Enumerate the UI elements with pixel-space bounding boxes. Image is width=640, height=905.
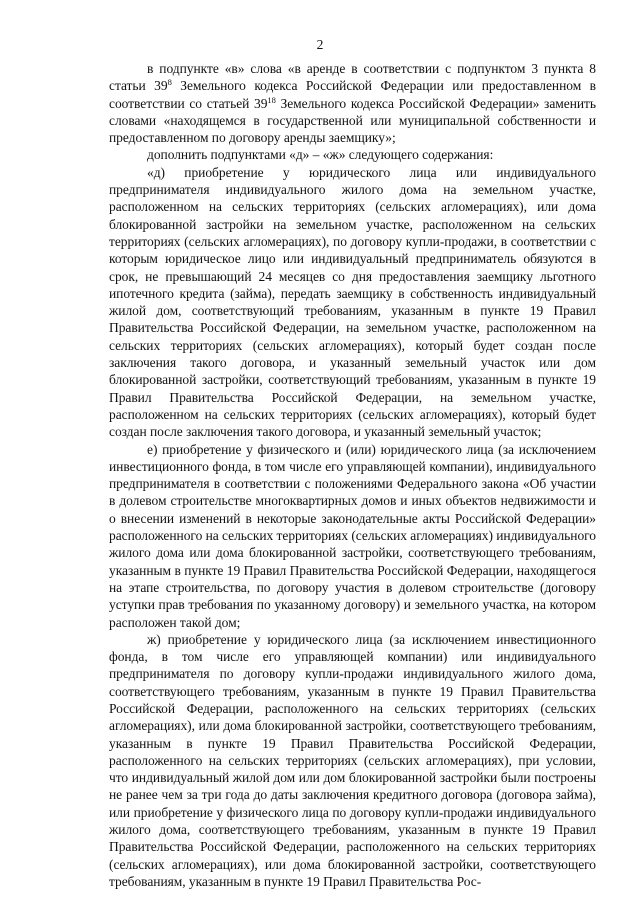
- paragraph-subpoint-zh: ж) приобретение у юридического лица (за исключением инвестиционного фонда, в том числе его управляющей компании) или индивидуального предпринимателя по договору купли-продажи индивидуального жилого дома, соответствующего требованиям, указанным в пункте 19 Правил Правительства Российской Федерации, расположенного на сельских территориях (сельских агломерациях), или дома блокированной застройки, соответствующего требованиям, указанным в пункте 19 Правил Правительства Российской Федерации, расположенного на сельских территориях (сельских агломерациях), при условии, что индивидуальный жилой дом или дом блокированной застройки были построены не ранее чем за три года до даты заключения кредитного договора (договора займа), или приобретение у физического лица по договору купли-продажи индивидуального жилого дома, соответствующего требованиям, указанным в пункте 19 Правил Правительства Российской Федерации, расположенного на сельских территориях (сельских агломерациях), или дома блокированной застройки, соответствующего требованиям, указанным в пункте 19 Правил Правительства Рос-: [109, 631, 596, 889]
- paragraph-add-subpoints: дополнить подпунктами «д» – «ж» следующего содержания:: [147, 147, 494, 163]
- paragraph-subpoint-e: е) приобретение у физического и (или) юридического лица (за исключением инвестиционного фонда, в том числе его управляющей компании), индивидуального предпринимателя в соответствии с положениями Федерального закона «Об участии в долевом строительстве многоквартирных домов и иных объектов недвижимости и о внесении изменений в некоторые законодательные акты Российской Федерации» расположенного на сельских территориях (сельских агломерациях) индивидуального жилого дома или дома блокированной застройки, соответствующего требованиям, указанным в пункте 19 Правил Правительства Российской Федерации, находящегося на этапе строительства, по договору участия в долевом строительстве (договору уступки прав требования по указанному договору) и земельного участка, на котором расположен такой дом;: [109, 441, 596, 630]
- page-number: 2: [316, 37, 324, 52]
- paragraph-subpoint-d: «д) приобретение у юридического лица или индивидуального предпринимателя индивидуального жилого дома на земельном участке, расположенном на сельских территориях (сельских агломерациях), или дома блокированной застройки на земельном участке, расположенном на сельских территориях (сельских агломерациях), по договору купли-продажи, в соответствии с которым юридическое лицо или индивидуальный предприниматель обязуются в срок, не превышающий 24 месяцев со дня предоставления заемщику льготного ипотечного кредита (займа), передать заемщику в собственность индивидуальный жилой дом, соответствующий требованиям, указанным в пункте 19 Правил Правительства Российской Федерации, на земельном участке, расположенном на сельских территориях (сельских агломерациях), который будет создан после заключения такого договора, и указанный земельный участок или дом блокированной застройки, соответствующий требованиям, указанным в пункте 19 Правил Правительства Российской Федерации, на земельном участке, расположенном на сельских территориях (сельских агломерациях), который будет создан после заключения такого договора, и указанный земельный участок;: [109, 164, 596, 440]
- document-body: [109, 60, 596, 890]
- paragraph-amend-subpoint-v: в подпункте «в» слова «в аренде в соответствии с подпунктом 3 пункта 8 статьи $39^8$ Земельного кодекса Российской Федерации или предоставленном в соответствии со статьей $39^{18}$ Земельного кодекса Российской Федерации» заменить словами «находящемся в государственной или муниципальной собственности и предоставленном по договору аренды заемщику»;: [109, 61, 596, 146]
